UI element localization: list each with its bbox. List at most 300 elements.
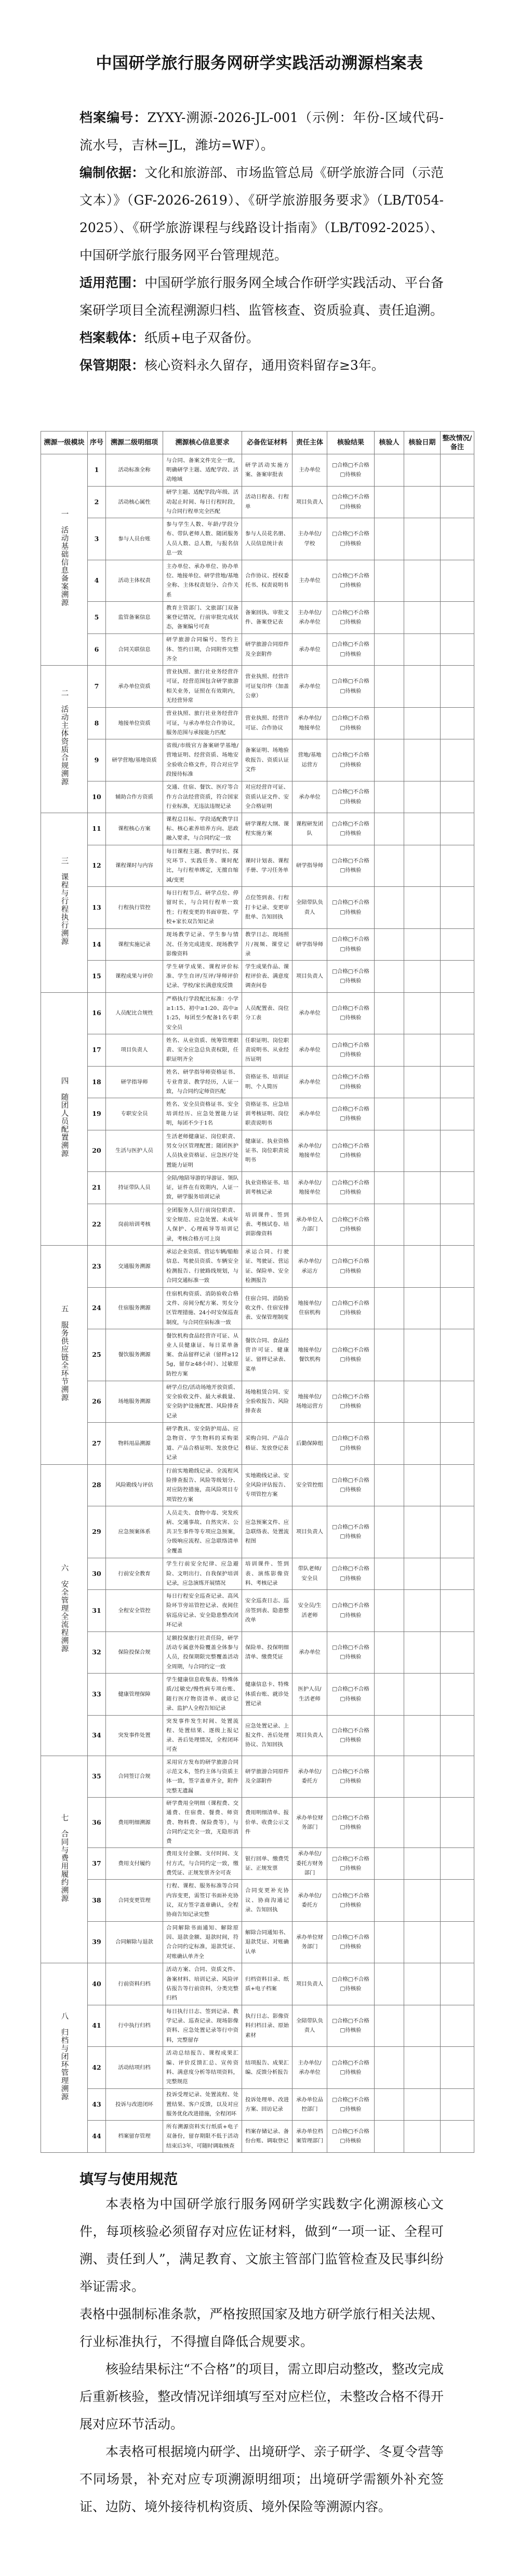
notes-cell[interactable] bbox=[441, 739, 474, 781]
check-date-cell[interactable] bbox=[404, 1847, 441, 1880]
result-cell[interactable] bbox=[327, 1098, 375, 1130]
checker-cell[interactable] bbox=[375, 633, 404, 666]
result-cell[interactable] bbox=[327, 1558, 375, 1590]
notes-cell[interactable] bbox=[441, 560, 474, 602]
core-info-cell: 现场教学记录、学生参与情况、任务完成进度、现场教学影像资料 bbox=[163, 928, 242, 961]
result-options-line2[interactable]: □待核验 bbox=[340, 1189, 362, 1196]
result-options-line2[interactable]: □待核验 bbox=[340, 978, 362, 984]
checker-cell[interactable] bbox=[375, 454, 404, 487]
checker-cell[interactable] bbox=[375, 1631, 404, 1674]
table-row bbox=[41, 887, 474, 929]
notes-cell[interactable] bbox=[441, 2088, 474, 2121]
meta-label: 编制依据： bbox=[79, 165, 145, 180]
result-options-line2[interactable]: □待核验 bbox=[340, 1403, 362, 1410]
checker-cell[interactable] bbox=[375, 813, 404, 845]
check-date-cell[interactable] bbox=[404, 1798, 441, 1847]
checker-cell[interactable] bbox=[375, 1204, 404, 1246]
result-options-line2[interactable]: □待核验 bbox=[340, 582, 362, 589]
result-cell[interactable] bbox=[327, 813, 375, 845]
notes-cell[interactable] bbox=[441, 518, 474, 560]
result-cell[interactable] bbox=[327, 602, 375, 634]
result-options-line1[interactable]: □合格□不合格 bbox=[332, 1855, 369, 1862]
result-cell[interactable] bbox=[327, 1423, 375, 1465]
check-date-cell[interactable] bbox=[404, 2121, 441, 2153]
header-checker: 核验人 bbox=[375, 431, 404, 454]
checker-cell[interactable] bbox=[375, 1172, 404, 1204]
check-date-cell[interactable] bbox=[404, 518, 441, 560]
notes-cell[interactable] bbox=[441, 1130, 474, 1172]
result-cell[interactable] bbox=[327, 1756, 375, 1798]
result-cell[interactable] bbox=[327, 1329, 375, 1381]
result-cell[interactable] bbox=[327, 887, 375, 929]
checker-cell[interactable] bbox=[375, 992, 404, 1034]
result-cell[interactable] bbox=[327, 1921, 375, 1963]
result-cell[interactable] bbox=[327, 1204, 375, 1246]
result-cell[interactable] bbox=[327, 1847, 375, 1880]
notes-cell[interactable] bbox=[441, 1464, 474, 1506]
notes-cell[interactable] bbox=[441, 1066, 474, 1098]
notes-cell[interactable] bbox=[441, 1381, 474, 1423]
result-options-line2[interactable]: □待核验 bbox=[340, 1226, 362, 1233]
result-options-line2[interactable]: □待核验 bbox=[340, 1083, 362, 1090]
check-date-cell[interactable] bbox=[404, 1204, 441, 1246]
check-date-cell[interactable] bbox=[404, 1172, 441, 1204]
result-options-line1[interactable]: □合格□不合格 bbox=[332, 820, 369, 827]
result-options-line1[interactable]: □合格□不合格 bbox=[332, 1346, 369, 1353]
result-options-line2[interactable]: □待核验 bbox=[340, 1865, 362, 1871]
check-date-cell[interactable] bbox=[404, 1921, 441, 1963]
table-row bbox=[41, 486, 474, 518]
checker-cell[interactable] bbox=[375, 845, 404, 887]
result-options-line1[interactable]: □合格□不合格 bbox=[332, 1566, 369, 1572]
notes-cell[interactable] bbox=[441, 1329, 474, 1381]
result-cell[interactable] bbox=[327, 707, 375, 739]
item-cell: 辅助合作方资质 bbox=[106, 781, 163, 813]
materials-cell: 培训课件、签到表、考核试卷、培训影像资料 bbox=[242, 1204, 292, 1246]
checker-cell[interactable] bbox=[375, 1590, 404, 1632]
item-cell: 课程课时与内容 bbox=[106, 845, 163, 887]
notes-cell[interactable] bbox=[441, 633, 474, 666]
result-options-line2[interactable]: □待核验 bbox=[340, 761, 362, 768]
checker-cell[interactable] bbox=[375, 1506, 404, 1558]
result-options-line1[interactable]: □合格□不合格 bbox=[332, 1258, 369, 1265]
table-row bbox=[41, 928, 474, 961]
result-options-line2[interactable]: □待核验 bbox=[340, 909, 362, 915]
checker-cell[interactable] bbox=[375, 1287, 404, 1329]
check-date-cell[interactable] bbox=[404, 454, 441, 487]
result-options-line1[interactable]: □合格□不合格 bbox=[332, 899, 369, 906]
checker-cell[interactable] bbox=[375, 1715, 404, 1756]
result-options-line2[interactable]: □待核验 bbox=[340, 651, 362, 657]
result-options-line1[interactable]: □合格□不合格 bbox=[332, 1602, 369, 1609]
result-cell[interactable] bbox=[327, 486, 375, 518]
result-options-line1[interactable]: □合格□不合格 bbox=[332, 1105, 369, 1112]
module-number: 二 bbox=[60, 689, 69, 697]
materials-cell: 教学日志、现场照片/视频、课堂记录 bbox=[242, 928, 292, 961]
checker-cell[interactable] bbox=[375, 928, 404, 961]
check-date-cell[interactable] bbox=[404, 2088, 441, 2121]
result-cell[interactable] bbox=[327, 1590, 375, 1632]
result-options-line1[interactable]: □合格□不合格 bbox=[332, 1727, 369, 1734]
result-cell[interactable] bbox=[327, 1963, 375, 2005]
result-options-line1[interactable]: □合格□不合格 bbox=[332, 1976, 369, 1982]
notes-cell[interactable] bbox=[441, 1880, 474, 1922]
result-options-line2[interactable]: □待核验 bbox=[340, 2027, 362, 2034]
result-cell[interactable] bbox=[327, 666, 375, 708]
result-options-line1[interactable]: □合格□不合格 bbox=[332, 1300, 369, 1306]
check-date-cell[interactable] bbox=[404, 1506, 441, 1558]
check-date-cell[interactable] bbox=[404, 1130, 441, 1172]
notes-cell[interactable] bbox=[441, 1631, 474, 1674]
result-options-line2[interactable]: □待核验 bbox=[340, 1737, 362, 1744]
result-options-line2[interactable]: □待核验 bbox=[340, 1654, 362, 1661]
result-cell[interactable] bbox=[327, 2005, 375, 2047]
checker-cell[interactable] bbox=[375, 518, 404, 560]
result-options-line1[interactable]: □合格□不合格 bbox=[332, 572, 369, 579]
result-cell[interactable] bbox=[327, 1631, 375, 1674]
result-options-line2[interactable]: □待核验 bbox=[340, 1051, 362, 1058]
checker-cell[interactable] bbox=[375, 560, 404, 602]
checker-cell[interactable] bbox=[375, 1880, 404, 1922]
result-options-line1[interactable]: □合格□不合格 bbox=[332, 1644, 369, 1651]
result-cell[interactable] bbox=[327, 1066, 375, 1098]
checker-cell[interactable] bbox=[375, 602, 404, 634]
notes-cell[interactable] bbox=[441, 928, 474, 961]
result-options-line2[interactable]: □待核验 bbox=[340, 867, 362, 874]
item-cell: 参与人员台账 bbox=[106, 518, 163, 560]
result-options-line1[interactable]: □合格□不合格 bbox=[332, 789, 369, 795]
check-date-cell[interactable] bbox=[404, 560, 441, 602]
result-options-line2[interactable]: □待核验 bbox=[340, 1612, 362, 1619]
module-spacer bbox=[60, 518, 69, 526]
check-date-cell[interactable] bbox=[404, 1464, 441, 1506]
result-options-line2[interactable]: □待核验 bbox=[340, 471, 362, 478]
check-date-cell[interactable] bbox=[404, 1558, 441, 1590]
result-options-line1[interactable]: □合格□不合格 bbox=[332, 1142, 369, 1149]
check-date-cell[interactable] bbox=[404, 486, 441, 518]
notes-cell[interactable] bbox=[441, 1558, 474, 1590]
result-cell[interactable] bbox=[327, 2121, 375, 2153]
check-date-cell[interactable] bbox=[404, 633, 441, 666]
result-options-line2[interactable]: □待核验 bbox=[340, 1901, 362, 1908]
check-date-cell[interactable] bbox=[404, 739, 441, 781]
check-date-cell[interactable] bbox=[404, 666, 441, 708]
result-options-line2[interactable]: □待核验 bbox=[340, 1575, 362, 1582]
result-options-line1[interactable]: □合格□不合格 bbox=[332, 936, 369, 943]
result-cell[interactable] bbox=[327, 845, 375, 887]
check-date-cell[interactable] bbox=[404, 992, 441, 1034]
checker-cell[interactable] bbox=[375, 1381, 404, 1423]
check-date-cell[interactable] bbox=[404, 813, 441, 845]
checker-cell[interactable] bbox=[375, 1098, 404, 1130]
module-cell bbox=[41, 992, 88, 1246]
result-options-line1[interactable]: □合格□不合格 bbox=[332, 494, 369, 501]
checker-cell[interactable] bbox=[375, 1963, 404, 2005]
notes-cell[interactable] bbox=[441, 1506, 474, 1558]
result-options-line2[interactable]: □待核验 bbox=[340, 1152, 362, 1159]
result-cell[interactable] bbox=[327, 1674, 375, 1716]
result-options-line1[interactable]: □合格□不合格 bbox=[332, 857, 369, 864]
checker-cell[interactable] bbox=[375, 486, 404, 518]
checker-cell[interactable] bbox=[375, 1798, 404, 1847]
notes-cell[interactable] bbox=[441, 1246, 474, 1288]
result-cell[interactable] bbox=[327, 1246, 375, 1288]
checker-cell[interactable] bbox=[375, 739, 404, 781]
result-cell[interactable] bbox=[327, 1034, 375, 1067]
notes-cell[interactable] bbox=[441, 454, 474, 487]
result-options-line2[interactable]: □待核验 bbox=[340, 1115, 362, 1122]
result-options-line1[interactable]: □合格□不合格 bbox=[332, 531, 369, 537]
result-cell[interactable] bbox=[327, 781, 375, 813]
check-date-cell[interactable] bbox=[404, 1329, 441, 1381]
check-date-cell[interactable] bbox=[404, 1423, 441, 1465]
check-date-cell[interactable] bbox=[404, 1880, 441, 1922]
result-options-line1[interactable]: □合格□不合格 bbox=[332, 1042, 369, 1048]
check-date-cell[interactable] bbox=[404, 1287, 441, 1329]
checker-cell[interactable] bbox=[375, 2088, 404, 2121]
result-options-line1[interactable]: □合格□不合格 bbox=[332, 462, 369, 468]
result-cell[interactable] bbox=[327, 1715, 375, 1756]
result-cell[interactable] bbox=[327, 2088, 375, 2121]
result-cell[interactable] bbox=[327, 1172, 375, 1204]
result-options-line1[interactable]: □合格□不合格 bbox=[332, 1523, 369, 1530]
table-row bbox=[41, 845, 474, 887]
notes-cell[interactable] bbox=[441, 813, 474, 845]
checker-cell[interactable] bbox=[375, 1558, 404, 1590]
check-date-cell[interactable] bbox=[404, 1963, 441, 2005]
result-cell[interactable] bbox=[327, 518, 375, 560]
checker-cell[interactable] bbox=[375, 1847, 404, 1880]
result-options-line2[interactable]: □待核验 bbox=[340, 2138, 362, 2145]
result-options-line1[interactable]: □合格□不合格 bbox=[332, 968, 369, 975]
notes-cell[interactable] bbox=[441, 1423, 474, 1465]
result-options-line2[interactable]: □待核验 bbox=[340, 798, 362, 805]
check-date-cell[interactable] bbox=[404, 781, 441, 813]
check-date-cell[interactable] bbox=[404, 961, 441, 993]
notes-cell[interactable] bbox=[441, 1590, 474, 1632]
notes-cell[interactable] bbox=[441, 2121, 474, 2153]
subject-cell: 安全管控组 bbox=[292, 1464, 327, 1506]
seq-cell: 1 bbox=[88, 454, 106, 487]
notes-cell[interactable] bbox=[441, 781, 474, 813]
result-options-line2[interactable]: □待核验 bbox=[340, 2106, 362, 2112]
check-date-cell[interactable] bbox=[404, 2047, 441, 2089]
checker-cell[interactable] bbox=[375, 1756, 404, 1798]
notes-cell[interactable] bbox=[441, 1098, 474, 1130]
checker-cell[interactable] bbox=[375, 1329, 404, 1381]
notes-cell[interactable] bbox=[441, 1756, 474, 1798]
notes-cell[interactable] bbox=[441, 1287, 474, 1329]
result-cell[interactable] bbox=[327, 1464, 375, 1506]
result-options-line2[interactable]: □待核验 bbox=[340, 1267, 362, 1274]
result-cell[interactable] bbox=[327, 1287, 375, 1329]
result-options-line1[interactable]: □合格□不合格 bbox=[332, 1393, 369, 1400]
checker-cell[interactable] bbox=[375, 1130, 404, 1172]
materials-cell: 研学旅游合同原件及全套附件 bbox=[242, 633, 292, 666]
result-options-line1[interactable]: □合格□不合格 bbox=[332, 678, 369, 685]
result-options-line2[interactable]: □待核验 bbox=[340, 503, 362, 510]
notes-cell[interactable] bbox=[441, 1674, 474, 1716]
checker-cell[interactable] bbox=[375, 887, 404, 929]
result-options-line2[interactable]: □待核验 bbox=[340, 830, 362, 837]
result-options-line1[interactable]: □合格□不合格 bbox=[332, 752, 369, 759]
notes-cell[interactable] bbox=[441, 1172, 474, 1204]
checker-cell[interactable] bbox=[375, 1423, 404, 1465]
result-options-line1[interactable]: □合格□不合格 bbox=[332, 1686, 369, 1693]
module-label bbox=[59, 1564, 70, 1653]
result-options-line1[interactable]: □合格□不合格 bbox=[332, 641, 369, 648]
checker-cell[interactable] bbox=[375, 961, 404, 993]
result-options-line1[interactable]: □合格□不合格 bbox=[332, 2096, 369, 2103]
checker-cell[interactable] bbox=[375, 666, 404, 708]
result-cell[interactable] bbox=[327, 1381, 375, 1423]
table-row bbox=[41, 518, 474, 560]
notes-cell[interactable] bbox=[441, 1921, 474, 1963]
result-options-line1[interactable]: □合格□不合格 bbox=[332, 1005, 369, 1011]
check-date-cell[interactable] bbox=[404, 1066, 441, 1098]
checker-cell[interactable] bbox=[375, 1246, 404, 1288]
result-cell[interactable] bbox=[327, 1130, 375, 1172]
result-options-line2[interactable]: □待核验 bbox=[340, 1944, 362, 1950]
checker-cell[interactable] bbox=[375, 2121, 404, 2153]
notes-cell[interactable] bbox=[441, 602, 474, 634]
result-cell[interactable] bbox=[327, 2047, 375, 2089]
result-cell[interactable] bbox=[327, 928, 375, 961]
result-options-line1[interactable]: □合格□不合格 bbox=[332, 1216, 369, 1223]
materials-cell: 健康证、执业资格证书、岗位职责说明书 bbox=[242, 1130, 292, 1172]
table-row bbox=[41, 1558, 474, 1590]
checker-cell[interactable] bbox=[375, 2047, 404, 2089]
table-row bbox=[41, 602, 474, 634]
notes-cell[interactable] bbox=[441, 1034, 474, 1067]
notes-cell[interactable] bbox=[441, 486, 474, 518]
check-date-cell[interactable] bbox=[404, 1034, 441, 1067]
checker-cell[interactable] bbox=[375, 781, 404, 813]
result-options-line1[interactable]: □合格□不合格 bbox=[332, 2059, 369, 2066]
result-options-line2[interactable]: □待核验 bbox=[340, 1778, 362, 1785]
result-options-line1[interactable]: □合格□不合格 bbox=[332, 1814, 369, 1821]
notes-cell[interactable] bbox=[441, 887, 474, 929]
module-name: 课程与行程执行溯源 bbox=[60, 872, 69, 946]
notes-cell[interactable] bbox=[441, 2005, 474, 2047]
notes-cell[interactable] bbox=[441, 1715, 474, 1756]
check-date-cell[interactable] bbox=[404, 707, 441, 739]
result-options-line2[interactable]: □待核验 bbox=[340, 724, 362, 731]
notes-cell[interactable] bbox=[441, 707, 474, 739]
checker-cell[interactable] bbox=[375, 1921, 404, 1963]
checker-cell[interactable] bbox=[375, 1674, 404, 1716]
result-options-line2[interactable]: □待核验 bbox=[340, 1695, 362, 1702]
item-cell: 风险勘线与评估 bbox=[106, 1464, 163, 1506]
item-cell: 课程实施记录 bbox=[106, 928, 163, 961]
result-options-line2[interactable]: □待核验 bbox=[340, 1985, 362, 1992]
result-options-line2[interactable]: □待核验 bbox=[340, 687, 362, 694]
result-options-line1[interactable]: □合格□不合格 bbox=[332, 609, 369, 616]
item-cell: 餐饮服务溯源 bbox=[106, 1329, 163, 1381]
notes-cell[interactable] bbox=[441, 1204, 474, 1246]
check-date-cell[interactable] bbox=[404, 1756, 441, 1798]
result-options-line2[interactable]: □待核验 bbox=[340, 540, 362, 547]
materials-cell: 点位签到表、行程打卡记录、变更审批单、告知回执 bbox=[242, 887, 292, 929]
checker-cell[interactable] bbox=[375, 1066, 404, 1098]
result-cell[interactable] bbox=[327, 1798, 375, 1847]
table-row bbox=[41, 560, 474, 602]
notes-cell[interactable] bbox=[441, 666, 474, 708]
notes-cell[interactable] bbox=[441, 961, 474, 993]
checker-cell[interactable] bbox=[375, 1034, 404, 1067]
result-options-line2[interactable]: □待核验 bbox=[340, 1487, 362, 1493]
result-options-line2[interactable]: □待核验 bbox=[340, 1445, 362, 1451]
checker-cell[interactable] bbox=[375, 1464, 404, 1506]
notes-cell[interactable] bbox=[441, 1798, 474, 1847]
result-options-line1[interactable]: □合格□不合格 bbox=[332, 1934, 369, 1941]
result-options-line1[interactable]: □合格□不合格 bbox=[332, 2018, 369, 2025]
notes-cell[interactable] bbox=[441, 845, 474, 887]
result-options-line1[interactable]: □合格□不合格 bbox=[332, 1179, 369, 1186]
notes-cell[interactable] bbox=[441, 1963, 474, 2005]
result-options-line1[interactable]: □合格□不合格 bbox=[332, 1435, 369, 1442]
result-cell[interactable] bbox=[327, 560, 375, 602]
result-options-line1[interactable]: □合格□不合格 bbox=[332, 1074, 369, 1081]
result-options-line1[interactable]: □合格□不合格 bbox=[332, 1892, 369, 1899]
result-options-line2[interactable]: □待核验 bbox=[340, 946, 362, 952]
result-cell[interactable] bbox=[327, 633, 375, 666]
check-date-cell[interactable] bbox=[404, 1590, 441, 1632]
check-date-cell[interactable] bbox=[404, 1098, 441, 1130]
result-options-line1[interactable]: □合格□不合格 bbox=[332, 2128, 369, 2135]
notes-cell[interactable] bbox=[441, 2047, 474, 2089]
table-row bbox=[41, 1287, 474, 1329]
check-date-cell[interactable] bbox=[404, 1715, 441, 1756]
check-date-cell[interactable] bbox=[404, 1674, 441, 1716]
result-cell[interactable] bbox=[327, 1880, 375, 1922]
result-options-line2[interactable]: □待核验 bbox=[340, 1533, 362, 1540]
result-options-line2[interactable]: □待核验 bbox=[340, 1356, 362, 1363]
check-date-cell[interactable] bbox=[404, 887, 441, 929]
result-options-line2[interactable]: □待核验 bbox=[340, 619, 362, 626]
result-cell[interactable] bbox=[327, 961, 375, 993]
item-cell: 费用明细溯源 bbox=[106, 1798, 163, 1847]
notes-cell[interactable] bbox=[441, 1847, 474, 1880]
core-info-cell: 突发事件发生时间、处置流程、处置结果、逐级上报记录、善后处理情况，全程闭环可查 bbox=[163, 1715, 242, 1756]
check-date-cell[interactable] bbox=[404, 928, 441, 961]
checker-cell[interactable] bbox=[375, 707, 404, 739]
check-date-cell[interactable] bbox=[404, 845, 441, 887]
header-subject: 责任主体 bbox=[292, 431, 327, 454]
result-cell[interactable] bbox=[327, 454, 375, 487]
check-date-cell[interactable] bbox=[404, 1381, 441, 1423]
notes-cell[interactable] bbox=[441, 992, 474, 1034]
result-cell[interactable] bbox=[327, 1506, 375, 1558]
checker-cell[interactable] bbox=[375, 2005, 404, 2047]
meta-archive-number bbox=[79, 104, 444, 159]
check-date-cell[interactable] bbox=[404, 1246, 441, 1288]
result-options-line2[interactable]: □待核验 bbox=[340, 1015, 362, 1021]
check-date-cell[interactable] bbox=[404, 2005, 441, 2047]
check-date-cell[interactable] bbox=[404, 1631, 441, 1674]
result-options-line1[interactable]: □合格□不合格 bbox=[332, 715, 369, 722]
result-cell[interactable] bbox=[327, 739, 375, 781]
check-date-cell[interactable] bbox=[404, 602, 441, 634]
result-options-line1[interactable]: □合格□不合格 bbox=[332, 1477, 369, 1483]
result-options-line2[interactable]: □待核验 bbox=[340, 2069, 362, 2075]
result-options-line2[interactable]: □待核验 bbox=[340, 1310, 362, 1316]
module-spacer bbox=[60, 1822, 69, 1830]
result-options-line1[interactable]: □合格□不合格 bbox=[332, 1769, 369, 1775]
result-options-line2[interactable]: □待核验 bbox=[340, 1824, 362, 1830]
seq-cell: 31 bbox=[88, 1590, 106, 1632]
result-cell[interactable] bbox=[327, 992, 375, 1034]
